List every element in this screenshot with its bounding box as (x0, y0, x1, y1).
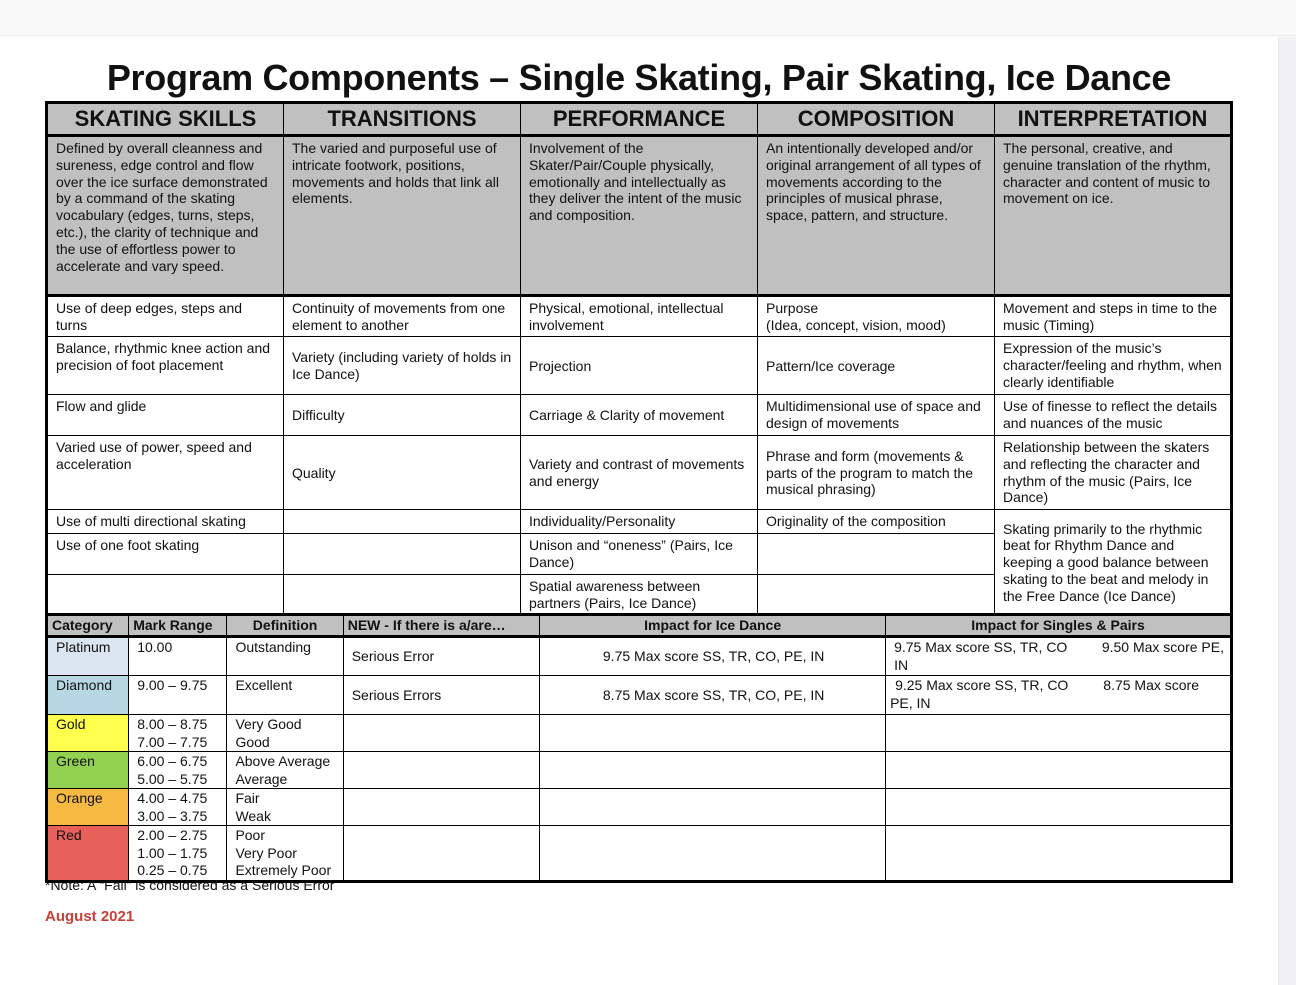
criterion-cell: Skating primarily to the rhythmic beat for Rhythm Dance and keeping a good balance between skating to the beat and melody in the Free Dance (Ice Dance) (995, 510, 1232, 616)
criteria-row (47, 395, 1232, 436)
criteria-row (47, 436, 1232, 510)
error-type: Serious Errors (343, 676, 539, 715)
description-composition: An intentionally developed and/or original arrangement of all types of movements according to the principles of musical phrase, space, pattern, and structure. (758, 136, 995, 296)
criterion-cell: Carriage & Clarity of movement (521, 395, 758, 436)
definition-line: Poor (235, 827, 266, 843)
range-line: 7.00 – 7.75 (137, 733, 208, 750)
criterion-cell: Flow and glide (47, 395, 284, 436)
range-line: 3.00 – 3.75 (137, 807, 208, 824)
criterion-cell: Quality (284, 436, 521, 510)
header-mark-range: Mark Range (129, 615, 227, 637)
description-performance: Involvement of the Skater/Pair/Couple physically, emotionally and intellectually as they deliver the intent of the music and composition. (521, 136, 758, 296)
impact-singles-pairs (886, 676, 1232, 715)
criterion-cell: Relationship between the skaters and reflecting the character and rhythm of the music (Pairs, Ice Dance) (995, 436, 1232, 510)
definition-line: Above Average (235, 753, 331, 769)
impact-singles-pairs (886, 637, 1232, 676)
impact-singles-pairs (886, 715, 1232, 752)
criterion-cell (47, 575, 284, 616)
range-line: 1.00 – 1.75 (137, 844, 208, 861)
range-line: 2.00 – 2.75 (137, 827, 208, 843)
impact-singles-pairs (886, 826, 1232, 882)
criterion-text: Purpose (766, 300, 819, 316)
criterion-cell: Multidimensional use of space and design of movements (758, 395, 995, 436)
criterion-cell: Use of finesse to reflect the details and nuances of the music (995, 395, 1232, 436)
definition-line: Extremely Poor (235, 862, 332, 878)
impact-ice-dance (540, 752, 886, 789)
category-gold: Gold (47, 715, 129, 752)
range-line: 5.00 – 5.75 (137, 770, 208, 787)
criterion-cell: Physical, emotional, intellectual involvement (521, 296, 758, 337)
range-line: 0.25 – 0.75 (137, 862, 208, 878)
mark-range (129, 752, 227, 789)
criterion-cell (758, 534, 995, 575)
impact-singles-b: 9.50 Max score PE, (1101, 639, 1224, 655)
criterion-cell: Spatial awareness between partners (Pairs, Ice Dance) (521, 575, 758, 616)
definition-line: Fair (235, 790, 260, 806)
impact-ice-dance: 9.75 Max score SS, TR, CO, PE, IN (540, 637, 886, 676)
criterion-cell (758, 575, 995, 616)
definition (227, 715, 343, 752)
descriptions-row (47, 136, 1232, 296)
error-type: Serious Error (343, 637, 539, 676)
category-orange: Orange (47, 789, 129, 826)
impact-singles-a: 9.75 Max score SS, TR, CO (894, 639, 1068, 655)
criterion-cell: Use of one foot skating (47, 534, 284, 575)
header-composition: COMPOSITION (758, 103, 995, 136)
impact-singles-pairs (886, 789, 1232, 826)
header-definition: Definition (227, 615, 343, 637)
category-green: Green (47, 752, 129, 789)
definition (227, 789, 343, 826)
description-interpretation: The personal, creative, and genuine translation of the rhythm, character and content of music to movement on ice. (995, 136, 1232, 296)
criterion-cell: Individuality/Personality (521, 510, 758, 534)
criteria-row (47, 337, 1232, 395)
rubric-row-platinum (47, 637, 1232, 676)
definition (227, 826, 343, 882)
criterion-cell: Variety (including variety of holds in Ice Dance) (284, 337, 521, 395)
mark-range-table (45, 613, 1233, 883)
definition (227, 752, 343, 789)
criteria-row (47, 510, 1232, 534)
header-new-errors: NEW - If there is a/are… (343, 615, 539, 637)
revision-date: August 2021 (45, 908, 135, 925)
range-line: 6.00 – 6.75 (137, 753, 208, 769)
mark-range (129, 715, 227, 752)
criteria-row (47, 296, 1232, 337)
criterion-cell: Use of multi directional skating (47, 510, 284, 534)
header-transitions: TRANSITIONS (284, 103, 521, 136)
criterion-cell: Originality of the composition (758, 510, 995, 534)
definition: Outstanding (227, 637, 343, 676)
header-category: Category (47, 615, 129, 637)
error-type (343, 715, 539, 752)
header-performance: PERFORMANCE (521, 103, 758, 136)
components-header-row (47, 103, 1232, 136)
error-type (343, 789, 539, 826)
mark-range: 10.00 (129, 637, 227, 676)
criterion-cell: Phrase and form (movements & parts of the program to match the musical phrasing) (758, 436, 995, 510)
impact-singles-c: IN (894, 656, 909, 673)
definition-line: Very Good (235, 716, 302, 732)
header-interpretation: INTERPRETATION (995, 103, 1232, 136)
header-impact-ice-dance: Impact for Ice Dance (540, 615, 886, 637)
impact-ice-dance: 8.75 Max score SS, TR, CO, PE, IN (540, 676, 886, 715)
category-red: Red (47, 826, 129, 882)
definition: Excellent (227, 676, 343, 715)
rubric-header-row (47, 615, 1232, 637)
rubric-row-green (47, 752, 1232, 789)
impact-singles-c: PE, IN (890, 694, 931, 711)
impact-ice-dance (540, 789, 886, 826)
criterion-cell: Use of deep edges, steps and turns (47, 296, 284, 337)
header-impact-singles-pairs: Impact for Singles & Pairs (886, 615, 1232, 637)
scrollbar[interactable] (1278, 37, 1296, 985)
impact-ice-dance (540, 826, 886, 882)
mark-range (129, 826, 227, 882)
criterion-cell: Unison and “oneness” (Pairs, Ice Dance) (521, 534, 758, 575)
criterion-cell: Projection (521, 337, 758, 395)
criterion-cell: Movement and steps in time to the music (Timing) (995, 296, 1232, 337)
criterion-cell: Continuity of movements from one element to another (284, 296, 521, 337)
criterion-cell: Variety and contrast of movements and energy (521, 436, 758, 510)
criterion-cell: Difficulty (284, 395, 521, 436)
criterion-cell (758, 296, 995, 337)
range-line: 4.00 – 4.75 (137, 790, 208, 806)
criterion-cell: Expression of the music’s character/feeling and rhythm, when clearly identifiable (995, 337, 1232, 395)
definition-line: Good (235, 733, 270, 750)
category-platinum: Platinum (47, 637, 129, 676)
page-title: Program Components – Single Skating, Pair Skating, Ice Dance (106, 57, 1172, 98)
description-skating-skills: Defined by overall cleanness and sureness, edge control and flow over the ice surface demonstrated by a command of the skating vocabulary (edges, turns, steps, etc.), the clarity of technique and the use of effortless power to accelerate and vary speed. (47, 136, 284, 296)
criterion-cell: Varied use of power, speed and acceleration (47, 436, 284, 510)
impact-ice-dance (540, 715, 886, 752)
impact-singles-a: 9.25 Max score SS, TR, CO (895, 677, 1069, 693)
mark-range (129, 789, 227, 826)
impact-singles-pairs (886, 752, 1232, 789)
impact-singles-b: 8.75 Max score (1103, 677, 1199, 693)
definition-line: Weak (235, 807, 271, 824)
footnote: *Note: A “Fall” is considered as a Serious Error (45, 877, 335, 893)
rubric-row-gold (47, 715, 1232, 752)
definition-line: Average (235, 770, 288, 787)
error-type (343, 826, 539, 882)
criterion-cell: Balance, rhythmic knee action and precision of foot placement (47, 337, 284, 395)
viewer-toolbar (0, 0, 1296, 36)
mark-range: 9.00 – 9.75 (129, 676, 227, 715)
criterion-cell: Pattern/Ice coverage (758, 337, 995, 395)
error-type (343, 752, 539, 789)
rubric-row-orange (47, 789, 1232, 826)
rubric-row-red (47, 826, 1232, 882)
criterion-subtext: (Idea, concept, vision, mood) (766, 316, 946, 333)
criterion-cell (284, 575, 521, 616)
header-skating-skills: SKATING SKILLS (47, 103, 284, 136)
rubric-row-diamond (47, 676, 1232, 715)
description-transitions: The varied and purposeful use of intricate footwork, positions, movements and holds that link all elements. (284, 136, 521, 296)
range-line: 8.00 – 8.75 (137, 716, 208, 732)
program-components-table (45, 101, 1233, 617)
criterion-cell (284, 510, 521, 534)
definition-line: Very Poor (235, 844, 297, 861)
category-diamond: Diamond (47, 676, 129, 715)
criterion-cell (284, 534, 521, 575)
